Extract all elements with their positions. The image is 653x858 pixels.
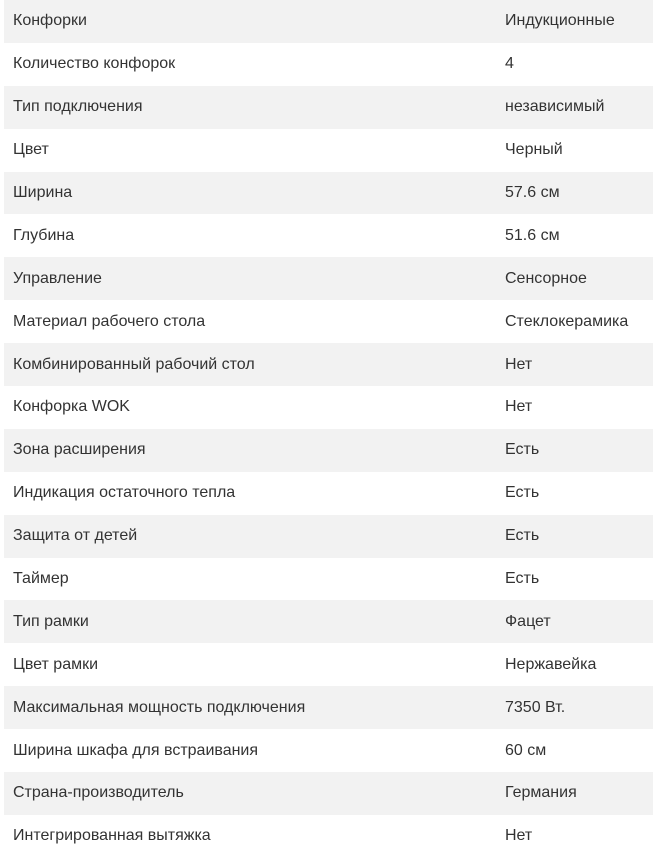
spec-name: Глубина xyxy=(4,214,505,257)
spec-row xyxy=(4,214,653,257)
spec-name: Максимальная мощность подключения xyxy=(4,686,505,729)
spec-row xyxy=(4,0,653,43)
spec-value: 4 xyxy=(505,43,653,86)
spec-name: Материал рабочего стола xyxy=(4,300,505,343)
spec-row xyxy=(4,386,653,429)
spec-value: Фацет xyxy=(505,600,653,643)
spec-name: Ширина xyxy=(4,172,505,215)
spec-name: Страна-производитель xyxy=(4,772,505,815)
spec-value: Есть xyxy=(505,472,653,515)
spec-row xyxy=(4,343,653,386)
spec-name: Зона расширения xyxy=(4,429,505,472)
spec-row xyxy=(4,300,653,343)
spec-value: Есть xyxy=(505,515,653,558)
spec-row xyxy=(4,129,653,172)
spec-value: Есть xyxy=(505,429,653,472)
spec-name: Тип рамки xyxy=(4,600,505,643)
spec-row xyxy=(4,729,653,772)
spec-row xyxy=(4,172,653,215)
spec-name: Цвет рамки xyxy=(4,643,505,686)
spec-row xyxy=(4,772,653,815)
spec-row xyxy=(4,86,653,129)
spec-name: Конфорка WOK xyxy=(4,386,505,429)
spec-value: 51.6 см xyxy=(505,214,653,257)
spec-name: Количество конфорок xyxy=(4,43,505,86)
spec-row xyxy=(4,558,653,601)
spec-name: Интегрированная вытяжка xyxy=(4,815,505,858)
spec-row xyxy=(4,43,653,86)
spec-name: Защита от детей xyxy=(4,515,505,558)
spec-name: Индикация остаточного тепла xyxy=(4,472,505,515)
spec-value: Германия xyxy=(505,772,653,815)
spec-row xyxy=(4,472,653,515)
spec-row xyxy=(4,686,653,729)
spec-row xyxy=(4,257,653,300)
spec-name: Конфорки xyxy=(4,0,505,43)
spec-value: Черный xyxy=(505,129,653,172)
spec-row xyxy=(4,815,653,858)
spec-name: Таймер xyxy=(4,558,505,601)
spec-row xyxy=(4,515,653,558)
spec-value: Нет xyxy=(505,343,653,386)
spec-name: Комбинированный рабочий стол xyxy=(4,343,505,386)
spec-row xyxy=(4,643,653,686)
spec-value: Индукционные xyxy=(505,0,653,43)
spec-name: Цвет xyxy=(4,129,505,172)
spec-value: Сенсорное xyxy=(505,257,653,300)
spec-value: 60 см xyxy=(505,729,653,772)
spec-value: Есть xyxy=(505,558,653,601)
spec-name: Тип подключения xyxy=(4,86,505,129)
spec-value: 7350 Вт. xyxy=(505,686,653,729)
spec-name: Управление xyxy=(4,257,505,300)
spec-value: 57.6 см xyxy=(505,172,653,215)
spec-value: Нет xyxy=(505,386,653,429)
spec-value: Нет xyxy=(505,815,653,858)
spec-value: Стеклокерамика xyxy=(505,300,653,343)
spec-row xyxy=(4,600,653,643)
specifications-body xyxy=(4,0,653,858)
spec-row xyxy=(4,429,653,472)
spec-value: независимый xyxy=(505,86,653,129)
spec-name: Ширина шкафа для встраивания xyxy=(4,729,505,772)
specifications-table xyxy=(4,0,653,858)
spec-value: Нержавейка xyxy=(505,643,653,686)
